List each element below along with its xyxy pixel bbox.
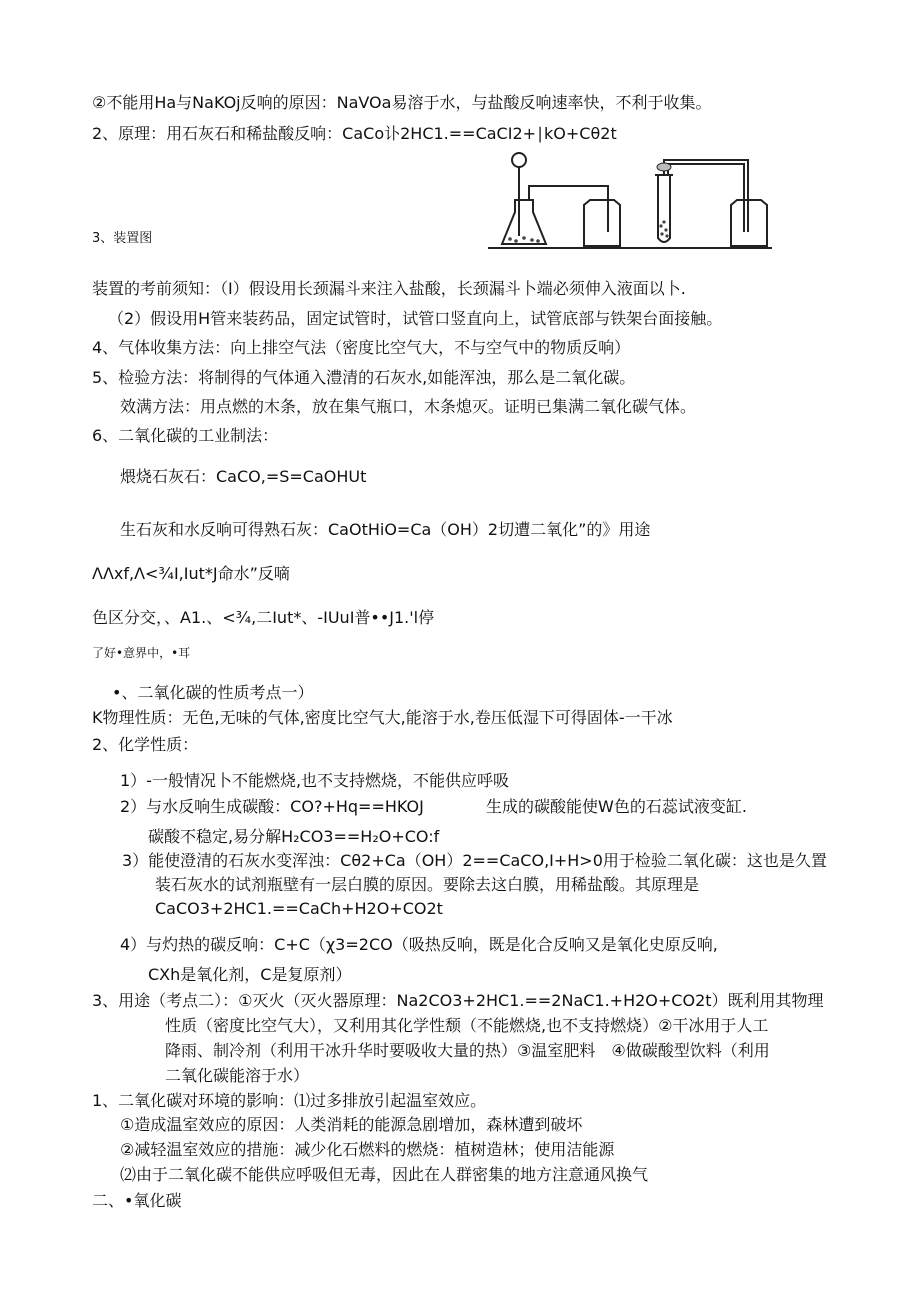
line-30: 1、二氧化碳对环境的影响：⑴过多排放引起温室效应。 [92, 1091, 487, 1110]
line-08: 效满方法：用点燃的木条，放在集气瓶口，木条熄灭。证明已集满二氧化碳气体。 [120, 397, 697, 416]
line-10: 煨烧石灰石：CaCO,=S=CaOHUt [120, 467, 367, 486]
line-24: 4）与灼热的碳反响：C+C（χ3=2CO（吸热反响，既是化合反响又是氧化史原反响, [120, 935, 718, 954]
line-19a: 2）与水反响生成碳酸：CO?+Hq==HKOJ [120, 797, 424, 816]
line-28: 降雨、制冷剂（利用干冰升华时要吸收大量的热）③温室肥料 ④做碳酸型饮料（利用 [165, 1041, 770, 1060]
line-01: ②不能用Ha与NaKOj反响的原因：NaVOa易溶于水，与盐酸反响速率快，不利于收集。 [92, 93, 712, 112]
line-14: 了好•意界中，•耳 [92, 646, 191, 660]
line-16: K物理性质：无色,无味的气体,密度比空气大,能溶于水,卷压低湿下可得固体-一干冰 [92, 708, 673, 727]
line-09: 6、二氧化碳的工业制法： [92, 426, 279, 445]
line-12: ΛΛxf,Λ<¾I,Iut*J命水”反嘀 [92, 564, 290, 583]
line-29: 二氧化碳能溶于水） [165, 1066, 310, 1085]
line-23: CaCO3+2HC1.==CaCh+H2O+CO2t [155, 899, 443, 918]
line-32: ②减轻温室效应的措施：减少化石燃料的燃烧：植树造林；使用洁能源 [120, 1140, 615, 1159]
line-15: •、二氧化碳的性质考点一） [112, 683, 314, 702]
line-13: 色区分交，、A1.、<¾,二Iut*、-IUuI普••J1.'l停 [92, 608, 435, 627]
line-22: 装石灰水的试剂瓶壁有一层白膜的原因。要除去这白膜，用稀盐酸。其原理是 [155, 875, 700, 894]
line-20: 碳酸不稳定,易分解H₂CO3==H₂O+CO:f [148, 827, 440, 846]
line-31: ①造成温室效应的原因：人类消耗的能源急剧增加，森林遭到破坏 [120, 1115, 583, 1134]
line-17: 2、化学性质： [92, 735, 199, 754]
line-11: 生石灰和水反响可得熟石灰：CaOtHiO=Ca（OH）2切遭二氧化”的》用途 [120, 520, 651, 539]
line-27: 性质（密度比空气大），又利用其化学性颓（不能燃烧,也不支持燃烧）②干冰用于人工 [165, 1016, 769, 1035]
line-06: 4、气体收集方法：向上排空气法（密度比空气大，不与空气中的物质反响） [92, 338, 631, 357]
line-07: 5、检验方法：将制得的气体通入澧清的石灰水,如能浑浊，那么是二氧化碳。 [92, 368, 636, 387]
line-21: 3）能使澄清的石灰水变浑浊：Cθ2+Ca（OH）2==CaCO,I+H>0用于检验二氧化碳：这也是久置 [122, 851, 827, 870]
line-04: 装置的考前须知：（I）假设用长颈漏斗来注入盐酸，长颈漏斗卜端必须伸入液面以卜. [92, 279, 686, 298]
line-03: 3、装置图 [92, 231, 153, 246]
line-33: ⑵由于二氧化碳不能供应呼吸但无毒，因此在人群密集的地方注意通风换气 [120, 1165, 649, 1184]
line-19b: 生成的碳酸能使W色的石蕊试液变缸. [486, 797, 747, 816]
line-05: （2）假设用H管来装药品，固定试管时，试管口竖直向上，试管底部与铁架台面接触。 [108, 309, 723, 328]
line-18: 1）-一般情况卜不能燃烧,也不支持燃烧，不能供应呼吸 [120, 771, 510, 790]
line-25: CXh是氧化剂，C是复原剂） [148, 965, 352, 984]
line-02: 2、原理：用石灰石和稀盐酸反响：CaCo讣2HC1.==CaCI2+∣kO+Cθ2t [92, 124, 617, 143]
co2-apparatus-diagram [486, 150, 774, 254]
line-34: 二、•氧化碳 [92, 1191, 182, 1210]
line-26: 3、用途（考点二）：①灭火（灭火器原理：Na2CO3+2HC1.==2NaC1.+H2O+CO2t）既利用其物理 [92, 991, 824, 1010]
